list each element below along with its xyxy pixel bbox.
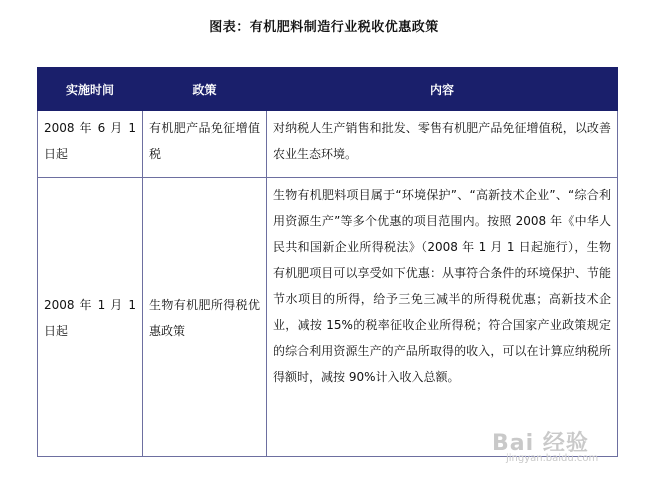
header-policy: 政策	[143, 68, 267, 111]
cell-date: 2008 年 6 月 1 日起	[38, 111, 143, 178]
table-row	[38, 111, 618, 178]
tax-policy-table	[37, 67, 618, 457]
table-header-row	[38, 68, 618, 111]
cell-content: 生物有机肥料项目属于“环境保护”、“高新技术企业”、“综合利用资源生产”等多个优惠的项目范围内。按照 2008 年《中华人民共和国新企业所得税法》（2008 年 1 月 1 日起施行），生物有机肥项目可以享受如下优惠：从事符合条件的环境保护、节能节水项目的所得，给予三免三减半的所得税优惠；高新技术企业，减按 15%的税率征收企业所得税；符合国家产业政策规定的综合利用资源生产的产品所取得的收入，可以在计算应纳税所得额时，减按 90%计入收入总额。	[267, 178, 618, 457]
header-content: 内容	[267, 68, 618, 111]
table-row	[38, 178, 618, 457]
watermark-brand: Bai 经验	[492, 431, 589, 456]
cell-policy: 有机肥产品免征增值税	[143, 111, 267, 178]
figure-caption: 图表：有机肥料制造行业税收优惠政策	[209, 20, 439, 35]
cell-date: 2008 年 1 月 1 日起	[38, 178, 143, 457]
watermark-url: jingyan.baidu.com	[506, 453, 599, 464]
cell-policy: 生物有机肥所得税优惠政策	[143, 178, 267, 457]
cell-content: 对纳税人生产销售和批发、零售有机肥产品免征增值税，以改善农业生态环境。	[267, 111, 618, 178]
header-date: 实施时间	[38, 68, 143, 111]
